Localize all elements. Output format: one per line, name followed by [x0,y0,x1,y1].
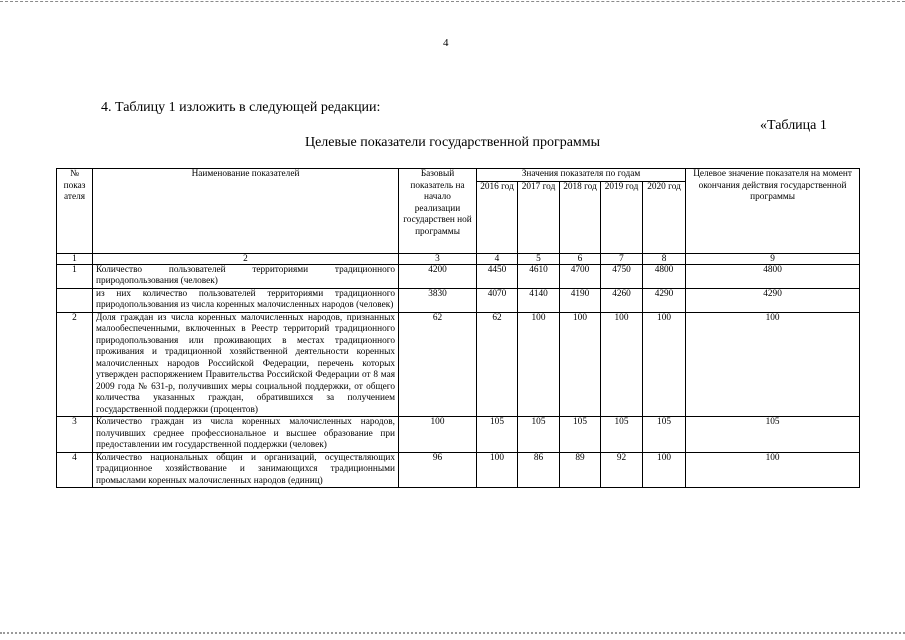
column-number: 6 [560,253,601,264]
indicator-base: 62 [399,312,477,417]
header-years-group: Значения показателя по годам [477,169,686,182]
value-2016: 105 [477,417,518,453]
indicator-base: 4200 [399,264,477,288]
page-number: 4 [443,37,449,49]
value-2017: 100 [518,312,560,417]
header-year-2017: 2017 год [518,181,560,253]
value-2019: 105 [601,417,643,453]
value-2018: 4190 [560,288,601,312]
value-2018: 4700 [560,264,601,288]
value-2020: 105 [643,417,686,453]
indicator-name: Доля граждан из числа коренных малочисленных народов, признанных малообеспеченными, включенных в Реестр территорий традиционного природопользования или проживающих в местах традиционного проживания и традиционной хозяйственной деятельности коренных малочисленных народов Российской Федерации, перечень которых утвержден распоряжением Правительства Российской Федерации от 8 мая 2009 года № 631-р, получивших меры социальной поддержки, от общего количества указанных граждан, обратившихся за получением государственной поддержки (процентов) [93,312,399,417]
indicators-table [56,168,860,488]
table-row [57,312,860,417]
value-2020: 100 [643,312,686,417]
indicator-target: 100 [686,312,860,417]
header-base: Базовый показатель на начало реализации государствен ной программы [399,169,477,254]
indicator-number: 1 [57,264,93,288]
indicator-name: Количество граждан из числа коренных малочисленных народов, получивших среднее профессиональное и высшее образование при предоставлении им государственной поддержки (человек) [93,417,399,453]
value-2017: 4610 [518,264,560,288]
column-number: 9 [686,253,860,264]
column-number: 3 [399,253,477,264]
indicator-target: 105 [686,417,860,453]
value-2020: 4290 [643,288,686,312]
indicator-name: Количество национальных общин и организаций, осуществляющих традиционное хозяйствование и занимающихся традиционными промыслами коренных малочисленных народов (единиц) [93,452,399,488]
indicator-base: 100 [399,417,477,453]
column-number: 8 [643,253,686,264]
scan-bottom-border [0,632,905,634]
header-name: Наименование показателей [93,169,399,254]
value-2017: 86 [518,452,560,488]
value-2020: 100 [643,452,686,488]
indicator-target: 100 [686,452,860,488]
column-number: 7 [601,253,643,264]
table-row [57,264,860,288]
value-2019: 92 [601,452,643,488]
table-title: Целевые показатели государственной программы [304,135,601,150]
indicator-target: 4800 [686,264,860,288]
column-number: 5 [518,253,560,264]
value-2016: 100 [477,452,518,488]
column-number: 4 [477,253,518,264]
column-number: 2 [93,253,399,264]
scan-top-border [0,1,905,2]
indicator-base: 3830 [399,288,477,312]
value-2017: 105 [518,417,560,453]
table-label: «Таблица 1 [760,118,827,133]
column-number: 1 [57,253,93,264]
header-year-2019: 2019 год [601,181,643,253]
value-2017: 4140 [518,288,560,312]
amendment-instruction: 4. Таблицу 1 изложить в следующей редакции: [101,100,381,115]
indicator-name: из них количество пользователей территориями традиционного природопользования из числа коренных малочисленных народов (человек) [93,288,399,312]
value-2018: 105 [560,417,601,453]
indicator-number: 4 [57,452,93,488]
value-2019: 4260 [601,288,643,312]
header-target: Целевое значение показателя на момент окончания действия государственной программы [686,169,860,254]
indicator-target: 4290 [686,288,860,312]
value-2020: 4800 [643,264,686,288]
table-row [57,417,860,453]
indicator-number: 2 [57,312,93,417]
header-number: № показ ателя [57,169,93,254]
indicator-number: 3 [57,417,93,453]
header-year-2016: 2016 год [477,181,518,253]
value-2016: 4070 [477,288,518,312]
value-2016: 4450 [477,264,518,288]
header-year-2020: 2020 год [643,181,686,253]
indicator-name: Количество пользователей территориями традиционного природопользования (человек) [93,264,399,288]
table-row [57,452,860,488]
header-row [57,169,860,182]
indicator-base: 96 [399,452,477,488]
table-row [57,288,860,312]
header-year-2018: 2018 год [560,181,601,253]
value-2018: 100 [560,312,601,417]
value-2018: 89 [560,452,601,488]
value-2016: 62 [477,312,518,417]
column-numbers-row [57,253,860,264]
value-2019: 100 [601,312,643,417]
value-2019: 4750 [601,264,643,288]
indicator-number [57,288,93,312]
